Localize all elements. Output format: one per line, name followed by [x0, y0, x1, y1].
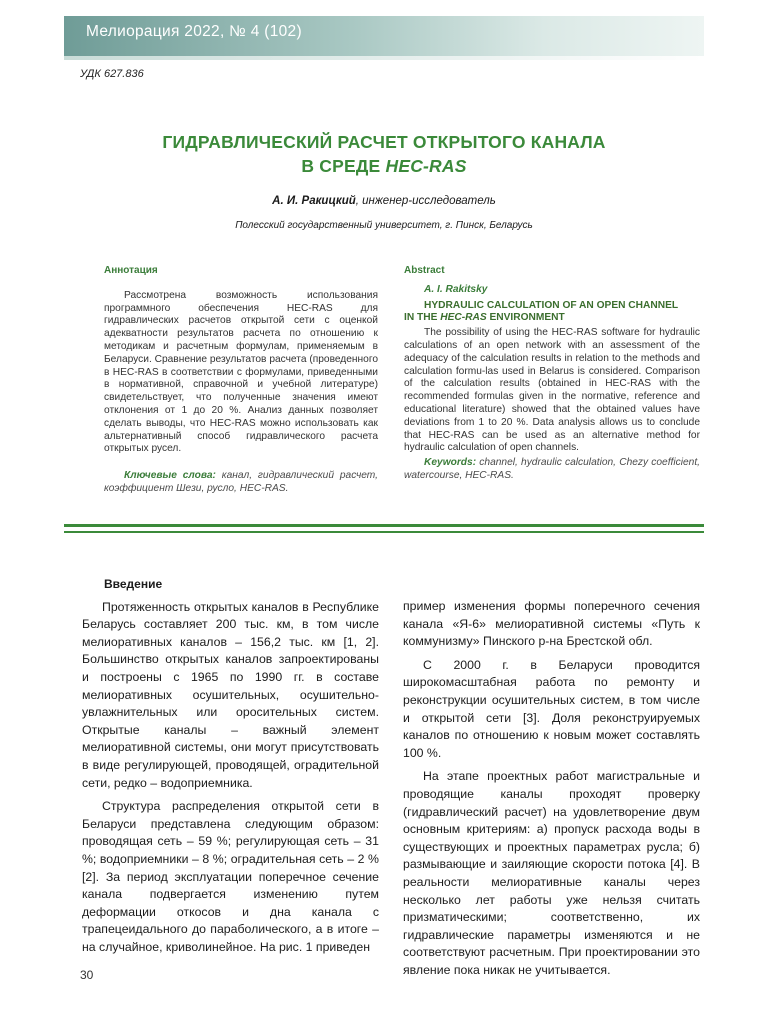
section-heading-introduction: Введение: [104, 577, 163, 591]
journal-header-band: [64, 16, 704, 56]
divider-rule-thin: [64, 531, 704, 533]
keywords-en-values: channel, hydraulic calculation, Chezy coefficient, watercourse, HEC-RAS.: [404, 457, 700, 481]
body-column-right: [403, 598, 700, 985]
body-column-left: [82, 576, 379, 962]
abstract-en: [404, 265, 700, 483]
body-paragraph: С 2000 г. в Беларуси проводится широкомасштабная работа по ремонту и реконструкции осушительных систем, в том числе и открытой сети [3]. Доля реконструируемых каналов по отношению к новым может составлять 100 %.: [403, 657, 700, 760]
author-name: А. И. Ракицкий: [272, 195, 356, 207]
article-title: [64, 130, 704, 178]
page-number: 30: [80, 968, 94, 982]
journal-title: Мелиорация 2022, № 4 (102): [86, 23, 302, 40]
body-paragraph: пример изменения формы поперечного сечения канала «Я-6» мелиоративной системы «Путь к коммунизму» Пинского р-на Брестской обл.: [403, 599, 700, 649]
abstract-en-title-line2-italic: HEC-RAS: [440, 312, 487, 324]
body-paragraph: Протяженность открытых каналов в Республике Беларусь составляет 200 тыс. км, в том числе мелиоративных каналов – 156,2 тыс. км [1, 2]. Большинство открытых каналов запроектированы и построены с 1965 по 1990 гг. в составе мелиоративных осушительных, осушительно-увлажнительных или оросительных систем. Открытые каналы – важный элемент мелиоративной системы, они могут присутствовать в виде регулирующей, проводящей, оградительной сети, редко – водоприемника.: [82, 599, 379, 790]
keywords-en: [404, 457, 700, 483]
abstract-en-text: The possibility of using the HEC-RAS software for hydraulic calculations of an open network with an assessment of the adequacy of the calculation results in relation to the methods and calculation formu-las used in Belarus is considered. Comparison of the calculation results (obtained in HEC-RAS with the recommended formulas given in the normative, reference and educational literature) showed that the obtained values have deviations from 1 to 20 %. Data analysis allows us to conclude that HEC-RAS can be used as an alternative method for hydraulic calculation of open channels.: [404, 327, 700, 454]
abstract-en-title-line1: HYDRAULIC CALCULATION OF AN OPEN CHANNEL: [424, 299, 679, 311]
article-title-line2-prefix: В СРЕДЕ: [301, 156, 386, 176]
abstract-en-title: [404, 300, 700, 326]
abstract-ru: [104, 265, 378, 496]
abstract-en-title-line2-suffix: ENVIRONMENT: [486, 312, 565, 324]
article-title-line2: [64, 154, 704, 178]
author-position: , инженер-исследователь: [355, 195, 496, 207]
body-paragraph: Структура распределения открытой сети в Беларуси представлена следующим образом: проводящая сеть – 59 %; регулирующая сеть – 31 %; водоприемники – 8 %; оградительная сеть – 2 % [2]. За период эксплуатации поперечное сечение канала подвергается изменению путем деформации откосов и дна канала с трапецеидального до параболического, а в итоге – на случайное, криволинейное. На рис. 1 приведен: [82, 799, 379, 954]
article-title-line1: ГИДРАВЛИЧЕСКИЙ РАСЧЕТ ОТКРЫТОГО КАНАЛА: [162, 132, 606, 152]
abstract-en-author: A. I. Rakitsky: [424, 283, 488, 295]
author-affiliation: Полесский государственный университет, г. Пинск, Беларусь: [235, 220, 533, 231]
abstract-ru-text: Рассмотрена возможность использования программного обеспечения HEC-RAS для гидравлических расчетов открытой сети с оценкой адекватности результатов расчета по отношению к методикам и расчетным формулам, применяемым в Беларуси. Сравнение результатов расчета (проведенного в HEC-RAS в соответствии с формулами, приведенными в нормативной, справочной и учебной литературе) свидетельствует, что полученные значения имеют отклонения от 1 до 20 %. Анализ данных позволяет сделать выводы, что HEC-RAS можно использовать как альтернативный способ гидравлического расчета открытых русел.: [104, 289, 378, 455]
body-paragraph: На этапе проектных работ магистральные и проводящие каналы проходят проверку (гидравлический расчет) на удовлетворение двум основным критериям: а) пропуск расхода воды в существующих и проектных параметрах русла; б) размывающие и заиляющие скорости потока [4]. В реальности мелиоративные каналы через несколько лет работы уже нельзя считать призматическими; соответственно, их гидравлические параметры изменяются и не соответствуют расчетным. При проектировании это явление пока никак не учитывается.: [403, 769, 700, 977]
keywords-en-label: Keywords:: [424, 457, 477, 469]
udk-code: УДК 627.836: [80, 68, 144, 80]
keywords-ru: [104, 470, 378, 496]
keywords-ru-values: канал, гидравлический расчет, коэффициент Шези, русло, HEC-RAS.: [104, 470, 378, 494]
header-shadow: [64, 56, 704, 60]
abstract-en-heading: Abstract: [404, 265, 445, 276]
article-title-line2-italic: HEC-RAS: [385, 156, 467, 176]
author-line: [64, 195, 704, 207]
divider-rule-thick: [64, 524, 704, 527]
keywords-ru-label: Ключевые слова:: [124, 470, 216, 482]
abstract-en-title-line2-prefix: IN THE: [404, 312, 441, 324]
abstract-ru-heading: Аннотация: [104, 265, 158, 276]
